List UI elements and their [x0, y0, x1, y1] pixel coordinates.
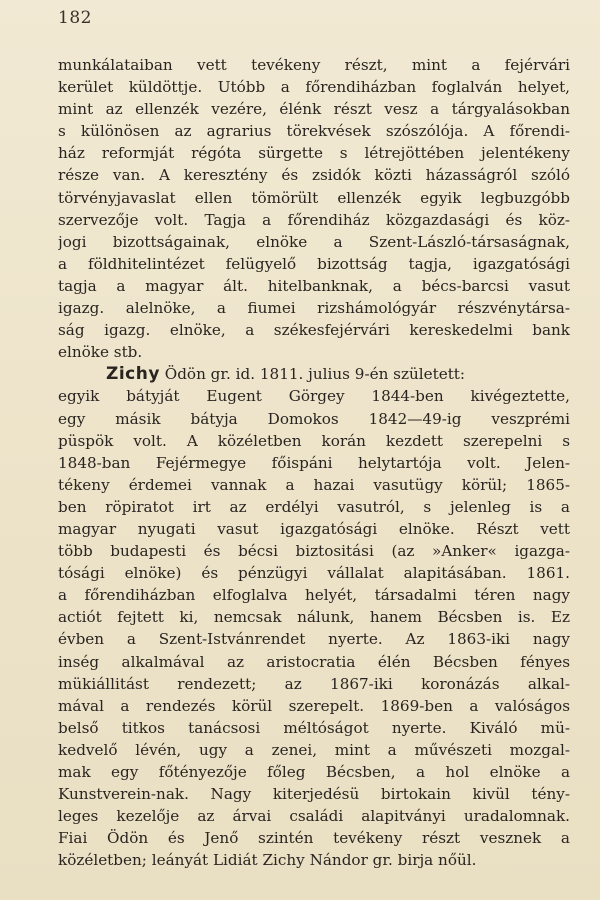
text-line: tékeny érdemei vannak a hazai vasutügy körül; 1865-	[58, 475, 570, 494]
page-number: 182	[58, 8, 92, 28]
text-line: leges kezelője az árvai családi alapitványi uradalomnak.	[58, 807, 570, 826]
text-line: s különösen az agrarius törekvések szószólója. A főrendi-	[58, 122, 570, 141]
text-line: Kunstverein-nak. Nagy kiterjedésü birtokain kivül tény-	[58, 785, 570, 804]
text-line: magyar nyugati vasut igazgatósági elnöke. Részt vett	[58, 519, 570, 538]
text-line: munkálataiban vett tevékeny részt, mint a fejérvári	[58, 56, 570, 74]
text-line: része van. A keresztény és zsidók közti házasságról szóló	[58, 166, 570, 185]
text-line: ben röpiratot irt az erdélyi vasutról, s jelenleg is a	[58, 497, 570, 516]
text-line: ház reformját régóta sürgette s létrejöttében jelentékeny	[58, 144, 570, 163]
paragraph-previous-entry	[58, 54, 570, 363]
text-line: ság igazg. elnöke, a székesfejérvári kereskedelmi bank	[58, 321, 570, 340]
text-line: évben a Szent-Istvánrendet nyerte. Az 1863-iki nagy	[58, 630, 570, 649]
text-line: a földhitelintézet felügyelő bizottság tagja, igazgatósági	[58, 254, 570, 273]
text-line: mükiállitást rendezett; az 1867-iki koronázás alkal-	[58, 674, 570, 693]
text-line: mak egy főtényezője főleg Bécsben, a hol elnöke a	[58, 763, 570, 781]
text-line: 1848-ban Fejérmegye főispáni helytartója volt. Jelen-	[58, 453, 570, 472]
text-line: törvényjavaslat ellen tömörült ellenzék egyik legbuzgóbb	[58, 188, 570, 207]
biography-entry-zichy-odon	[58, 363, 570, 871]
text-line: közéletben; leányát Lidiát Zichy Nándor gr. birja nőül.	[58, 851, 477, 870]
text-line: Fiai Ödön és Jenő szintén tevékeny részt vesznek a	[58, 829, 570, 848]
entry-first-line-text: Ödön gr. id. 1811. julius 9-én született:	[164, 365, 466, 384]
text-line: belső titkos tanácsosi méltóságot nyerte. Kiváló mü-	[58, 718, 570, 737]
text-line: igazg. alelnöke, a fiumei rizshámológyár részvénytársa-	[58, 299, 570, 318]
entry-first-line	[58, 363, 570, 385]
text-line: tósági elnöke) és pénzügyi vállalat alapitásában. 1861.	[58, 564, 570, 583]
text-line: kedvelő lévén, ugy a zenei, mint a művészeti mozgal-	[58, 740, 570, 759]
text-line: mint az ellenzék vezére, élénk részt vesz a tárgyalásokban	[58, 100, 570, 119]
text-line: kerület küldöttje. Utóbb a főrendiházban foglalván helyet,	[58, 78, 570, 97]
entry-name-heading: Zichy	[106, 364, 160, 385]
text-line: egyik bátyját Eugent Görgey 1844-ben kivégeztette,	[58, 387, 570, 406]
text-line: püspök volt. A közéletben korán kezdett szerepelni s	[58, 431, 570, 450]
text-line: egy másik bátyja Domokos 1842—49-ig veszprémi	[58, 409, 570, 428]
body-text	[58, 54, 570, 871]
text-line: több budapesti és bécsi biztositási (az »Anker« igazga-	[58, 542, 570, 561]
text-line: szervezője volt. Tagja a főrendiház közgazdasági és köz-	[58, 210, 570, 229]
text-line: a főrendiházban elfoglalva helyét, társadalmi téren nagy	[58, 586, 570, 605]
text-line: mával a rendezés körül szerepelt. 1869-ben a valóságos	[58, 696, 570, 715]
text-line: tagja a magyar ált. hitelbanknak, a bécs-barcsi vasut	[58, 276, 570, 295]
text-line: elnöke stb.	[58, 343, 143, 362]
text-line: inség alkalmával az aristocratia élén Bécsben fényes	[58, 652, 570, 671]
text-line: actiót fejtett ki, nemcsak nálunk, hanem Bécsben is. Ez	[58, 608, 570, 627]
text-line: jogi bizottságainak, elnöke a Szent-László-társaságnak,	[58, 232, 570, 251]
